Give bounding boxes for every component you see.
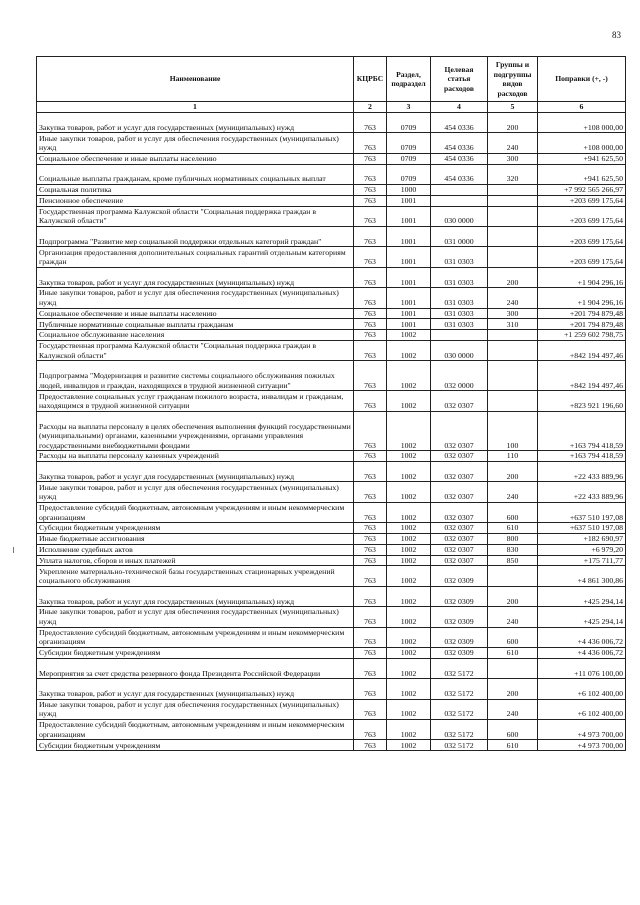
cell-amendment: +108 000,00 [538,133,626,153]
cell-group: 300 [488,308,538,319]
cell-ktrbs: 763 [354,544,387,555]
cell-name: Исполнение судебных актов [37,544,354,555]
cell-group [488,391,538,411]
cell-name: Закупка товаров, работ и услуг для государственных (муниципальных) нужд [37,113,354,133]
cell-name: Государственная программа Калужской области "Социальная поддержка граждан в Калужской области" [37,206,354,226]
cell-section: 1002 [387,648,431,659]
table-row [37,534,626,545]
cell-target: 031 0303 [431,308,488,319]
table-row [37,361,626,391]
cell-group [488,226,538,246]
table-row [37,153,626,164]
cell-name: Публичные нормативные социальные выплаты гражданам [37,319,354,330]
cell-name: Иные закупки товаров, работ и услуг для обеспечения государственных (муниципальных) нужд [37,133,354,153]
cell-section: 1002 [387,534,431,545]
cell-target: 031 0000 [431,226,488,246]
table-row [37,319,626,330]
cell-target: 032 5172 [431,679,488,699]
cell-group [488,195,538,206]
cell-ktrbs: 763 [354,319,387,330]
cell-ktrbs: 763 [354,566,387,586]
table-row [37,544,626,555]
cell-name: Иные закупки товаров, работ и услуг для обеспечения государственных (муниципальных) нужд [37,699,354,719]
cell-ktrbs: 763 [354,330,387,341]
cell-section: 1002 [387,502,431,522]
cell-target [431,195,488,206]
table-row [37,133,626,153]
cell-section: 1002 [387,627,431,647]
header-amendments: Поправки (+, -) [538,57,626,102]
cell-target: 032 0309 [431,566,488,586]
cell-group: 100 [488,411,538,451]
cell-group: 240 [488,288,538,308]
table-row [37,308,626,319]
cell-group: 200 [488,462,538,482]
cell-target: 032 0307 [431,482,488,502]
cell-amendment: +425 294,14 [538,607,626,627]
cell-section: 1001 [387,267,431,287]
cell-name: Социальное обеспечение и иные выплаты населению [37,308,354,319]
cell-ktrbs: 763 [354,226,387,246]
cell-section: 1002 [387,586,431,606]
cell-amendment: +201 794 879,48 [538,308,626,319]
table-row [37,164,626,184]
cell-amendment: +203 699 175,64 [538,247,626,267]
table-row [37,195,626,206]
cell-amendment: +4 861 300,86 [538,566,626,586]
cell-amendment: +203 699 175,64 [538,206,626,226]
cell-group: 310 [488,319,538,330]
table-row [37,699,626,719]
cell-amendment: +941 625,50 [538,153,626,164]
cell-name: Подпрограмма "Модернизация и развитие системы социального обслуживания пожилых людей, инвалидов и граждан, находящихся в трудной жизненной ситуации" [37,361,354,391]
cell-ktrbs: 763 [354,451,387,462]
table-row [37,648,626,659]
cell-target: 032 0307 [431,523,488,534]
cell-group [488,184,538,195]
column-numbers-row [37,102,626,113]
cell-ktrbs: 763 [354,340,387,360]
cell-target: 032 0309 [431,627,488,647]
cell-name: Подпрограмма "Развитие мер социальной поддержки отдельных категорий граждан" [37,226,354,246]
cell-group: 240 [488,699,538,719]
cell-target: 032 5172 [431,699,488,719]
table-row [37,679,626,699]
cell-group [488,247,538,267]
cell-ktrbs: 763 [354,607,387,627]
cell-ktrbs: 763 [354,113,387,133]
cell-ktrbs: 763 [354,164,387,184]
cell-ktrbs: 763 [354,523,387,534]
cell-name: Расходы на выплаты персоналу казенных учреждений [37,451,354,462]
cell-amendment: +637 510 197,08 [538,502,626,522]
table-row [37,555,626,566]
cell-section: 0709 [387,113,431,133]
cell-group: 320 [488,164,538,184]
cell-section: 1002 [387,462,431,482]
cell-section: 1002 [387,361,431,391]
cell-group: 600 [488,502,538,522]
cell-target: 032 0307 [431,451,488,462]
table-row [37,586,626,606]
table-row [37,740,626,751]
cell-section: 1000 [387,184,431,195]
table-row [37,627,626,647]
cell-ktrbs: 763 [354,267,387,287]
cell-ktrbs: 763 [354,627,387,647]
cell-section: 0709 [387,164,431,184]
cell-section: 1002 [387,679,431,699]
cell-amendment: +182 690,97 [538,534,626,545]
cell-amendment: +7 992 565 266,97 [538,184,626,195]
cell-section: 1002 [387,411,431,451]
cell-ktrbs: 763 [354,411,387,451]
cell-section: 1002 [387,451,431,462]
cell-target: 031 0303 [431,247,488,267]
cell-ktrbs: 763 [354,391,387,411]
table-row [37,566,626,586]
cell-amendment: +637 510 197,08 [538,523,626,534]
cell-section: 1001 [387,308,431,319]
cell-name: Расходы на выплаты персоналу в целях обеспечения выполнения функций государственными (муниципальными) органами, казенными учреждениями, органами управления государственными внебюджетными фондами [37,411,354,451]
cell-amendment: +941 625,50 [538,164,626,184]
cell-amendment: +1 259 602 798,75 [538,330,626,341]
header-groups: Группы и подгруппы видов расходов [488,57,538,102]
cell-ktrbs: 763 [354,482,387,502]
cell-amendment: +4 973 700,00 [538,740,626,751]
header-name: Наименование [37,57,354,102]
cell-ktrbs: 763 [354,679,387,699]
cell-group: 850 [488,555,538,566]
cell-section: 1001 [387,206,431,226]
cell-target: 032 0307 [431,555,488,566]
table-row [37,502,626,522]
cell-amendment: +6 979,20 [538,544,626,555]
cell-group: 610 [488,648,538,659]
table-row [37,206,626,226]
cell-target: 454 0336 [431,113,488,133]
table-body [37,113,626,751]
cell-amendment: +108 000,00 [538,113,626,133]
cell-amendment: +201 794 879,48 [538,319,626,330]
table-row [37,658,626,678]
cell-section: 1002 [387,544,431,555]
cell-amendment: +22 433 889,96 [538,462,626,482]
cell-target: 032 0307 [431,462,488,482]
cell-section: 1002 [387,740,431,751]
column-number: 6 [538,102,626,113]
header-section: Раздел, подраздел [387,57,431,102]
cell-amendment: +842 194 497,46 [538,340,626,360]
table-row [37,391,626,411]
cell-ktrbs: 763 [354,740,387,751]
cell-ktrbs: 763 [354,206,387,226]
cell-amendment: +11 076 100,00 [538,658,626,678]
table-row [37,451,626,462]
cell-name: Социальное обслуживание населения [37,330,354,341]
header-target: Целевая статья расходов [431,57,488,102]
cell-ktrbs: 763 [354,502,387,522]
cell-section: 1002 [387,482,431,502]
cell-ktrbs: 763 [354,361,387,391]
cell-group [488,340,538,360]
cell-name: Предоставление субсидий бюджетным, автономным учреждениям и иным некоммерческим организациям [37,719,354,739]
cell-target: 032 5172 [431,658,488,678]
cell-ktrbs: 763 [354,699,387,719]
cell-name: Субсидии бюджетным учреждениям [37,740,354,751]
cell-section: 0709 [387,153,431,164]
cell-group: 200 [488,267,538,287]
cell-target [431,184,488,195]
column-number: 2 [354,102,387,113]
cell-amendment: +6 102 400,00 [538,699,626,719]
cell-amendment: +22 433 889,96 [538,482,626,502]
cell-amendment: +175 711,77 [538,555,626,566]
cell-group: 200 [488,113,538,133]
cell-ktrbs: 763 [354,195,387,206]
table-row [37,482,626,502]
cell-amendment: +842 194 497,46 [538,361,626,391]
cell-name: Государственная программа Калужской области "Социальная поддержка граждан в Калужской области" [37,340,354,360]
cell-target: 454 0336 [431,153,488,164]
cell-group [488,330,538,341]
cell-name: Уплата налогов, сборов и иных платежей [37,555,354,566]
cell-target: 031 0303 [431,319,488,330]
table-row [37,340,626,360]
cell-target: 454 0336 [431,164,488,184]
cell-target: 032 0309 [431,586,488,606]
cell-ktrbs: 763 [354,308,387,319]
cell-name: Закупка товаров, работ и услуг для государственных (муниципальных) нужд [37,462,354,482]
cell-section: 1002 [387,330,431,341]
cell-group: 200 [488,586,538,606]
cell-group: 240 [488,482,538,502]
cell-group [488,658,538,678]
cell-section: 1002 [387,555,431,566]
cell-section: 1001 [387,247,431,267]
cell-name: Пенсионное обеспечение [37,195,354,206]
cell-group [488,361,538,391]
table-row [37,523,626,534]
cell-group: 830 [488,544,538,555]
cell-ktrbs: 763 [354,247,387,267]
cell-group: 240 [488,133,538,153]
cell-name: Мероприятия за счет средства резервного фонда Президента Российской Федерации [37,658,354,678]
cell-section: 1002 [387,719,431,739]
cell-section: 1002 [387,340,431,360]
cell-amendment: +425 294,14 [538,586,626,606]
cell-name: Социальные выплаты гражданам, кроме публичных нормативных социальных выплат [37,164,354,184]
header-ktrbs: КЦРБС [354,57,387,102]
cell-group [488,206,538,226]
cell-ktrbs: 763 [354,648,387,659]
page-number: 83 [612,30,621,40]
cell-ktrbs: 763 [354,534,387,545]
cell-section: 1001 [387,288,431,308]
cell-name: Иные закупки товаров, работ и услуг для обеспечения государственных (муниципальных) нужд [37,482,354,502]
cell-name: Предоставление субсидий бюджетным, автономным учреждениям и иным некоммерческим организациям [37,502,354,522]
cell-ktrbs: 763 [354,288,387,308]
cell-name: Субсидии бюджетным учреждениям [37,648,354,659]
cell-name: Предоставление субсидий бюджетным, автономным учреждениям и иным некоммерческим организациям [37,627,354,647]
cell-name: Предоставление социальных услуг гражданам пожилого возраста, инвалидам и гражданам, находящимся в трудной жизненной ситуации [37,391,354,411]
cell-group: 300 [488,153,538,164]
cell-section: 0709 [387,133,431,153]
cell-ktrbs: 763 [354,555,387,566]
cell-name: Иные закупки товаров, работ и услуг для обеспечения государственных (муниципальных) нужд [37,607,354,627]
cell-target: 032 5172 [431,740,488,751]
cell-section: 1002 [387,391,431,411]
cell-ktrbs: 763 [354,184,387,195]
table-row [37,719,626,739]
cell-amendment: +203 699 175,64 [538,226,626,246]
cell-target: 032 0309 [431,607,488,627]
cell-target [431,330,488,341]
table-row [37,226,626,246]
column-number: 3 [387,102,431,113]
header-row [37,57,626,102]
cell-target: 032 0000 [431,361,488,391]
cell-name: Социальная политика [37,184,354,195]
cell-ktrbs: 763 [354,462,387,482]
cell-amendment: +163 794 418,59 [538,451,626,462]
column-number: 1 [37,102,354,113]
cell-name: Укрепление материально-технической базы государственных стационарных учреждений социального обслуживания [37,566,354,586]
cell-ktrbs: 763 [354,153,387,164]
cell-group: 800 [488,534,538,545]
cell-section: 1001 [387,319,431,330]
cell-target: 032 0307 [431,502,488,522]
cell-group: 610 [488,740,538,751]
cell-target: 032 0307 [431,534,488,545]
cell-name: Иные закупки товаров, работ и услуг для обеспечения государственных (муниципальных) нужд [37,288,354,308]
cell-amendment: +1 904 296,16 [538,288,626,308]
cell-amendment: +6 102 400,00 [538,679,626,699]
cell-name: Закупка товаров, работ и услуг для государственных (муниципальных) нужд [37,267,354,287]
cell-section: 1001 [387,226,431,246]
cell-group: 110 [488,451,538,462]
cell-target: 032 0309 [431,648,488,659]
table-row [37,411,626,451]
cell-target: 454 0336 [431,133,488,153]
table-row [37,288,626,308]
cell-group [488,566,538,586]
cell-group: 240 [488,607,538,627]
column-number: 5 [488,102,538,113]
cell-target: 031 0303 [431,267,488,287]
cell-section: 1002 [387,523,431,534]
table-row [37,462,626,482]
cell-target: 030 0000 [431,206,488,226]
scan-mark [13,547,14,553]
cell-amendment: +4 436 006,72 [538,627,626,647]
cell-group: 600 [488,627,538,647]
cell-amendment: +823 921 196,60 [538,391,626,411]
cell-section: 1002 [387,699,431,719]
cell-name: Иные бюджетные ассигнования [37,534,354,545]
cell-name: Социальное обеспечение и иные выплаты населению [37,153,354,164]
table-row [37,113,626,133]
cell-group: 600 [488,719,538,739]
cell-amendment: +4 973 700,00 [538,719,626,739]
column-number: 4 [431,102,488,113]
cell-ktrbs: 763 [354,719,387,739]
cell-name: Субсидии бюджетным учреждениям [37,523,354,534]
cell-group: 610 [488,523,538,534]
table-row [37,330,626,341]
cell-target: 032 0307 [431,411,488,451]
table-row [37,184,626,195]
cell-amendment: +4 436 006,72 [538,648,626,659]
cell-section: 1002 [387,658,431,678]
cell-name: Закупка товаров, работ и услуг для государственных (муниципальных) нужд [37,586,354,606]
cell-section: 1001 [387,195,431,206]
budget-amendments-table [36,56,626,751]
table-row [37,607,626,627]
cell-amendment: +203 699 175,64 [538,195,626,206]
cell-ktrbs: 763 [354,586,387,606]
cell-amendment: +1 904 296,16 [538,267,626,287]
table-row [37,247,626,267]
cell-ktrbs: 763 [354,133,387,153]
cell-name: Закупка товаров, работ и услуг для государственных (муниципальных) нужд [37,679,354,699]
cell-section: 1002 [387,566,431,586]
cell-target: 032 5172 [431,719,488,739]
cell-target: 032 0307 [431,544,488,555]
cell-name: Организация предоставления дополнительных социальных гарантий отдельным категориям граждан [37,247,354,267]
cell-target: 031 0303 [431,288,488,308]
table-row [37,267,626,287]
cell-amendment: +163 794 418,59 [538,411,626,451]
cell-target: 032 0307 [431,391,488,411]
cell-group: 200 [488,679,538,699]
cell-section: 1002 [387,607,431,627]
cell-target: 030 0000 [431,340,488,360]
cell-ktrbs: 763 [354,658,387,678]
